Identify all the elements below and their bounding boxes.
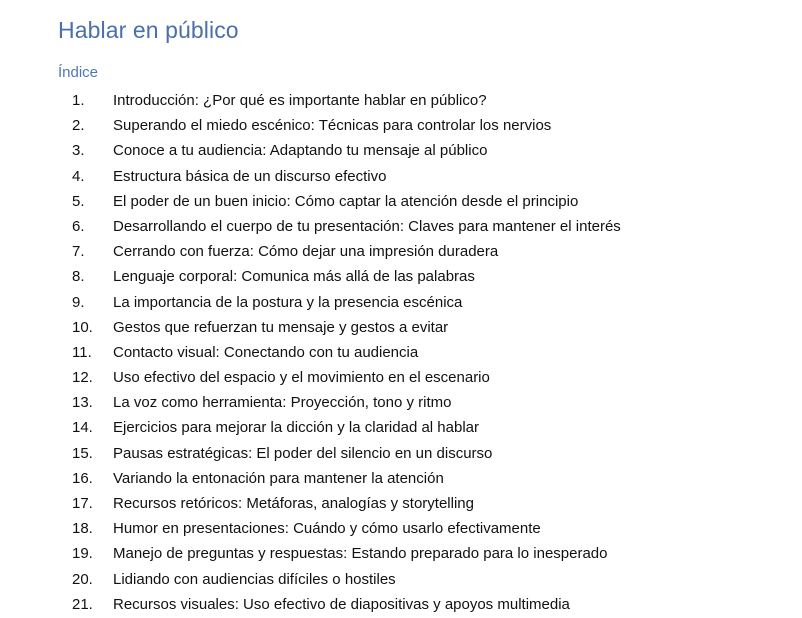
toc-item-number-text: 18. <box>72 520 93 538</box>
toc-item-number <box>72 541 106 566</box>
toc-item-number-text: 21. <box>72 595 93 613</box>
toc-item-number-text: 10. <box>72 318 93 336</box>
toc-item-number <box>72 315 106 340</box>
toc-item-number <box>72 491 106 516</box>
toc-item-text: Variando la entonación para mantener la atención <box>113 469 444 487</box>
toc-item-number-text: 4. <box>72 167 85 185</box>
toc-item-number <box>72 113 106 138</box>
toc-item-number <box>72 592 106 617</box>
toc-item-text: Desarrollando el cuerpo de tu presentación: Claves para mantener el interés <box>113 217 621 235</box>
toc-item-text: Gestos que refuerzan tu mensaje y gestos a evitar <box>113 318 449 336</box>
toc-item-number-text: 12. <box>72 369 93 387</box>
toc-item-text: Superando el miedo escénico: Técnicas para controlar los nervios <box>113 117 552 135</box>
toc-item-number <box>72 164 106 189</box>
toc-item-text: Recursos retóricos: Metáforas, analogías y storytelling <box>113 495 474 512</box>
toc-item-number <box>72 567 106 592</box>
toc-item-text: Cerrando con fuerza: Cómo dejar una impresión duradera <box>113 243 499 261</box>
toc-item-text: Conoce a tu audiencia: Adaptando tu mensaje al público <box>113 142 488 160</box>
toc-item-number-text: 14. <box>72 419 93 437</box>
toc-item-number-text: 16. <box>72 469 93 487</box>
toc-item-number <box>72 340 106 365</box>
toc-item-number <box>72 88 106 113</box>
toc-item-number-text: 11. <box>72 343 92 361</box>
toc-item-number-text: 20. <box>72 570 93 588</box>
toc-item-number <box>72 189 106 214</box>
toc-item-number-text: 7. <box>72 243 85 261</box>
toc-item-number-text: 8. <box>72 268 85 286</box>
toc-item-number <box>72 466 106 491</box>
toc-item-text: Lenguaje corporal: Comunica más allá de las palabras <box>113 268 475 286</box>
toc-item-number <box>72 441 106 466</box>
toc-item-text: El poder de un buen inicio: Cómo captar la atención desde el principio <box>113 192 579 210</box>
toc-item-text: Recursos visuales: Uso efectivo de diapositivas y apoyos multimedia <box>113 595 570 613</box>
toc-item-number-text: 15. <box>72 444 93 462</box>
toc-item-number <box>72 415 106 440</box>
toc-item-text: Humor en presentaciones: Cuándo y cómo usarlo efectivamente <box>113 520 541 538</box>
toc-item-number <box>72 516 106 541</box>
toc-item-text: Manejo de preguntas y respuestas: Estando preparado para lo inesperado <box>113 545 608 563</box>
toc-heading: Índice <box>58 64 99 81</box>
toc-item-text: Lidiando con audiencias difíciles o hostiles <box>113 570 396 588</box>
toc-item-text: Contacto visual: Conectando con tu audiencia <box>113 343 419 361</box>
toc-item-number <box>72 138 106 163</box>
toc-item-text: Pausas estratégicas: El poder del silencio en un discurso <box>113 444 493 462</box>
toc-item-number-text: 19. <box>72 545 93 563</box>
toc-item-text: La importancia de la postura y la presencia escénica <box>113 293 463 311</box>
toc-item-text: Uso efectivo del espacio y el movimiento en el escenario <box>113 369 490 387</box>
toc-item-number-text: 5. <box>72 192 85 210</box>
toc-item-number-text: 2. <box>72 117 85 135</box>
toc-item-number <box>72 365 106 390</box>
toc-item-text: La voz como herramienta: Proyección, tono y ritmo <box>113 394 452 412</box>
toc-item-number-text: 1. <box>72 92 85 109</box>
toc-item-number <box>72 239 106 264</box>
toc-item-number-text: 9. <box>72 293 85 311</box>
document-title: Hablar en público <box>58 17 239 43</box>
toc-item-number <box>72 214 106 239</box>
toc-item-text: Ejercicios para mejorar la dicción y la claridad al hablar <box>113 419 479 437</box>
toc-item-number-text: 6. <box>72 217 85 235</box>
toc-item-number-text: 3. <box>72 142 85 160</box>
toc-item-number-text: 13. <box>72 394 93 412</box>
toc-item-number-text: 17. <box>72 495 93 512</box>
toc-item-number <box>72 290 106 315</box>
toc-item-number <box>72 264 106 289</box>
toc-item-number <box>72 390 106 415</box>
toc-item-text: Introducción: ¿Por qué es importante hablar en público? <box>113 92 487 109</box>
toc-item-text: Estructura básica de un discurso efectivo <box>113 167 387 185</box>
